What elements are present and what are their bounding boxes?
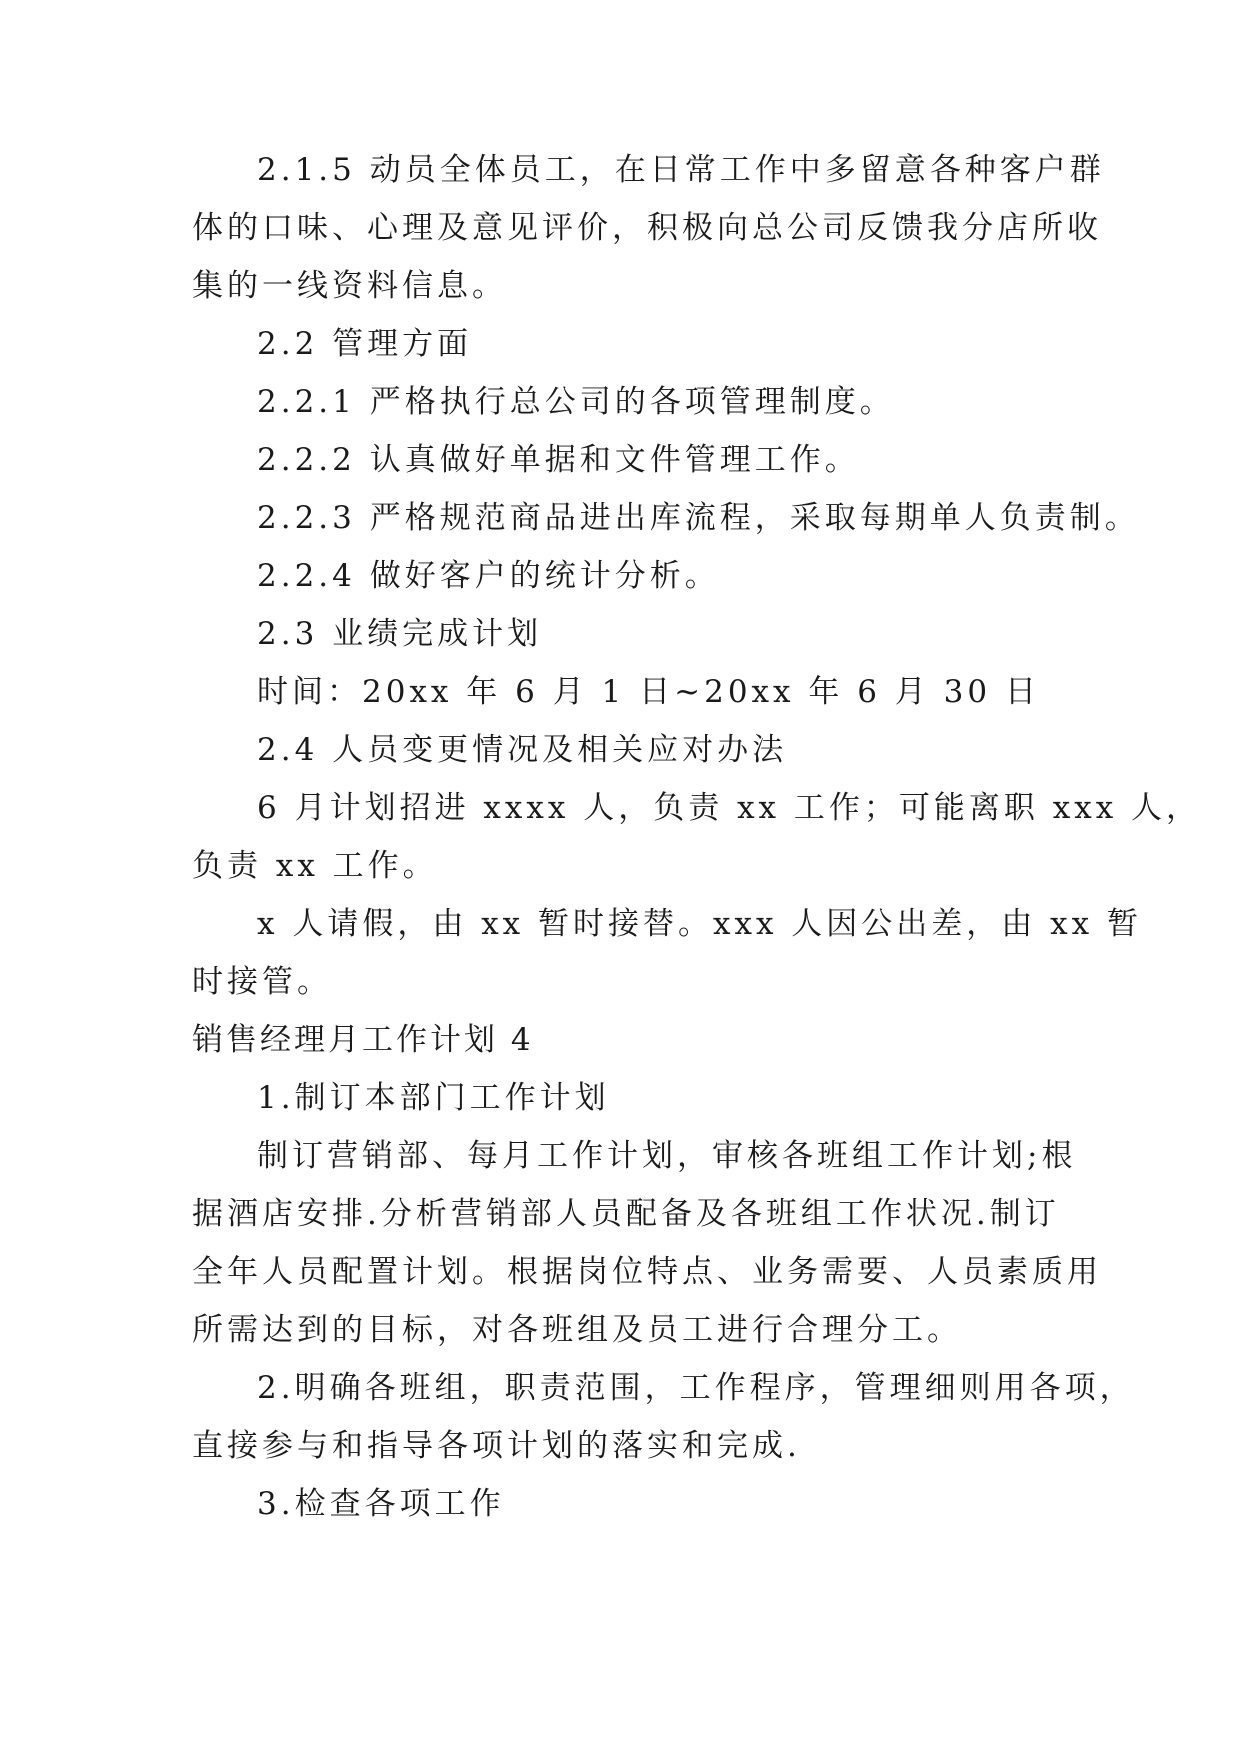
paragraph-line: 时间：20xx 年 6 月 1 日~20xx 年 6 月 30 日 — [257, 674, 1040, 710]
paragraph-line: 负责 xx 工作。 — [192, 848, 438, 884]
list-item: 2.2.1 严格执行总公司的各项管理制度。 — [257, 384, 895, 420]
paragraph-line: 2.明确各班组，职责范围，工作程序，管理细则用各项， — [257, 1370, 1135, 1406]
paragraph-line: 直接参与和指导各项计划的落实和完成. — [192, 1428, 801, 1464]
paragraph-line: 集的一线资料信息。 — [192, 268, 507, 304]
paragraph-line: 所需达到的目标，对各班组及员工进行合理分工。 — [192, 1312, 962, 1348]
list-item: 2.2.2 认真做好单据和文件管理工作。 — [257, 442, 860, 478]
paragraph-line: x 人请假，由 xx 暂时接替。xxx 人因公出差，由 xx 暂 — [257, 906, 1142, 942]
paragraph-line: 时接管。 — [192, 964, 332, 1000]
section-heading: 2.2 管理方面 — [257, 326, 473, 362]
section-heading: 2.4 人员变更情况及相关应对办法 — [257, 732, 788, 768]
paragraph-line: 体的口味、心理及意见评价，积极向总公司反馈我分店所收 — [192, 210, 1102, 246]
section-heading: 3.检查各项工作 — [257, 1486, 505, 1522]
paragraph-line: 6 月计划招进 xxxx 人，负责 xx 工作；可能离职 xxx 人， — [257, 790, 1202, 826]
paragraph-line: 据酒店安排.分析营销部人员配备及各班组工作状况.制订 — [192, 1196, 1060, 1232]
paragraph-line: 2.1.5 动员全体员工，在日常工作中多留意各种客户群 — [257, 152, 1105, 188]
document-title: 销售经理月工作计划 4 — [192, 1022, 534, 1058]
list-item: 2.2.4 做好客户的统计分析。 — [257, 558, 720, 594]
section-heading: 2.3 业绩完成计划 — [257, 616, 543, 652]
list-item: 2.2.3 严格规范商品进出库流程，采取每期单人负责制。 — [257, 500, 1140, 536]
paragraph-line: 全年人员配置计划。根据岗位特点、业务需要、人员素质用 — [192, 1254, 1102, 1290]
paragraph-line: 制订营销部、每月工作计划，审核各班组工作计划;根 — [257, 1138, 1077, 1174]
section-heading: 1.制订本部门工作计划 — [257, 1080, 610, 1116]
